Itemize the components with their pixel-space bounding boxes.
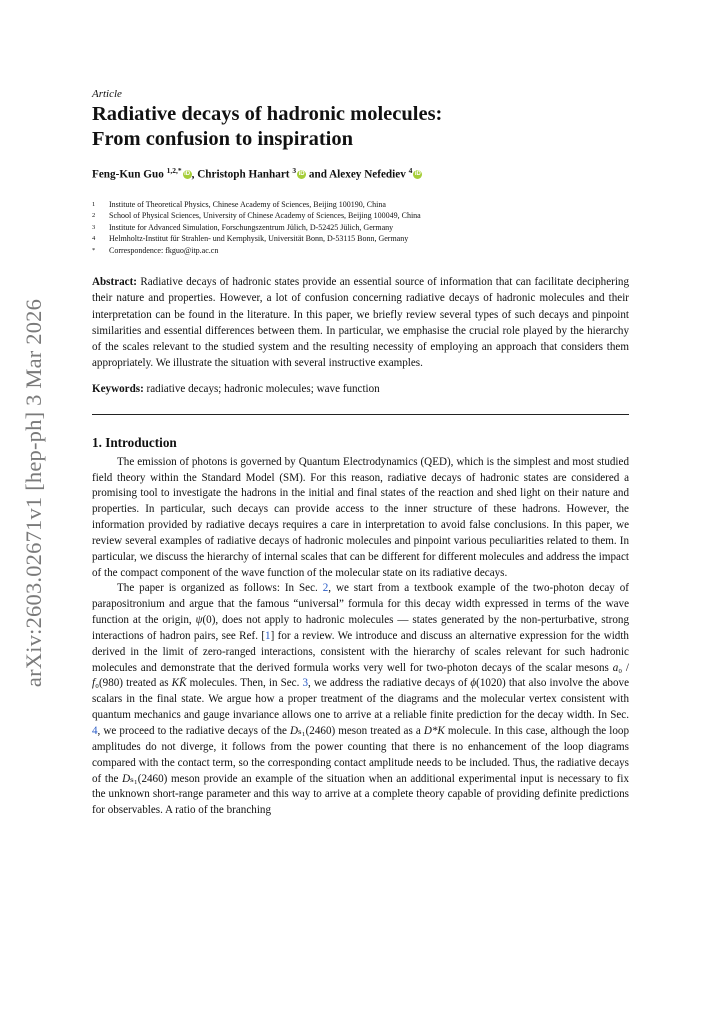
math-symbol: D	[289, 725, 298, 737]
paragraph-text: , we address the radiative decays of	[308, 677, 471, 690]
paper-page	[92, 88, 629, 819]
orcid-icon[interactable]: iD	[184, 170, 191, 177]
affiliation-marker: 2	[92, 212, 96, 220]
affiliation-text: Institute of Theoretical Physics, Chinese Academy of Sciences, Beijing 100190, China	[109, 199, 386, 209]
cross-reference-link[interactable]: 3	[302, 677, 309, 690]
cross-reference-link[interactable]: 4	[92, 725, 98, 737]
keywords-label: Keywords:	[92, 383, 144, 396]
affiliation-item	[92, 233, 629, 245]
affiliation-text: Helmholtz-Institut für Strahlen- und Kernphysik, Universität Bonn, D-53115 Bonn, Germany	[109, 234, 409, 244]
paragraph-text: The paper is organized as follows: In Sec.	[117, 582, 323, 595]
intro-paragraph-1: The emission of photons is governed by Quantum Electrodynamics (QED), which is the simplest and most studied field theory within the Standard Model (SM). For this reason, radiative decays of hadronic states are considered a promising tool to investigate the hadrons in the initial and final states of the reaction and shed light on their nature and properties. In particular, such decays can provide access to the inner structure of these hadrons. However, the information provided by radiative decays requires a care in interpretation to avoid false conclusions. In this paper, we review several examples of radiative decays of hadronic molecules and pinpoint various peculiarities related to them. In particular, we discuss the hierarchy of internal scales that can be different for different molecules and address the impact of the compact component of the wave function of the molecular state on its radiative decays.	[92, 455, 629, 579]
paragraph-text: (0), does not apply to hadronic molecules — states generated by the non-perturbative, strong interactions of hadron pairs, see Ref. [	[92, 614, 629, 642]
section-divider	[92, 414, 629, 415]
math-symbol: D*K	[423, 725, 445, 737]
affiliation-item	[92, 199, 629, 211]
math-symbol: ψ	[195, 614, 203, 627]
math-symbol: ϕ	[470, 677, 477, 690]
paragraph-text: molecule. In this case, although the loop amplitudes do not diverge, it follows from the power counting that there is no enhancement of the loop diagrams compared with the contact term, so the corresponding contact amplitude needs to be included. Thus, the radiative decays of the	[92, 725, 629, 785]
author-list	[92, 166, 629, 181]
author-name: Christoph Hanhart	[197, 168, 293, 181]
arxiv-stamp-text: arXiv:2603.02671v1 [hep-ph] 3 Mar 2026	[21, 298, 46, 688]
paragraph-text: ₀ /	[618, 661, 629, 674]
math-symbol: KK̄	[171, 677, 187, 690]
math-symbol: D	[122, 772, 131, 785]
author-separator: ,	[191, 168, 198, 181]
affiliation-text: Institute for Advanced Simulation, Forschungszentrum Jülich, D-52425 Jülich, Germany	[109, 222, 394, 232]
math-symbol: f	[92, 677, 96, 690]
affiliation-item	[92, 222, 629, 234]
abstract	[92, 274, 629, 371]
paper-title	[92, 102, 629, 152]
keywords	[92, 381, 629, 397]
affiliation-list	[92, 199, 629, 257]
math-symbol: a	[612, 661, 619, 674]
affiliation-marker: 3	[92, 223, 96, 231]
keywords-text: radiative decays; hadronic molecules; wave function	[146, 383, 380, 396]
paragraph-text: ₛ₁(2460) meson provide an example of the situation when an additional experimental input is necessary to fix the unknown short-range parameter and this way to arrive at a complete theory capable of providing definite predictions for observables. A ratio of the branching	[92, 772, 629, 817]
title-line-2: From confusion to inspiration	[92, 128, 354, 150]
affiliation-marker: *	[92, 246, 96, 254]
author-name: Feng-Kun Guo	[92, 168, 167, 181]
paragraph-text: ₀(980) treated as	[95, 677, 172, 690]
author-name: Alexey Nefediev	[329, 168, 409, 181]
affiliation-item	[92, 210, 629, 222]
author-affiliation-marker: 4	[408, 166, 413, 175]
abstract-label: Abstract:	[92, 276, 137, 289]
affiliation-marker: 1	[92, 200, 96, 208]
abstract-text: Radiative decays of hadronic states provide an essential source of information that can facilitate deciphering their nature and properties. However, a lot of confusion concerning radiative decays of hadronic molecules and their interpretation can be found in the literature. In this paper, we briefly review several types of such decays and pinpoint similarities and essential differences between them. In particular, we emphasise the crucial role played by the hierarchy of the scales relevant to the studied system and the resulting necessity of employing an approach that considers them appropriately. We illustrate the situation with several instructive examples.	[92, 276, 629, 370]
author-affiliation-marker: 1,2,*	[166, 166, 182, 175]
article-type: Article	[92, 88, 122, 100]
paragraph-text: (1020) that also involve the above scalars in the final state. We argue how a proper treatment of the diagrams and the molecular vertex consistent with quantum mechanics and gauge invariance allows one to arrive at a reliable finite prediction for the decay width. In Sec.	[92, 677, 629, 722]
author-separator: and	[306, 168, 330, 181]
intro-paragraph-2	[92, 581, 629, 819]
author-affiliation-marker: 3	[292, 166, 297, 175]
cross-reference-link[interactable]: 1	[265, 629, 271, 642]
paragraph-text: ] for a review. We introduce and discuss an alternative expression for the width derived in the limit of zero-ranged interactions, consistent with the hierarchy of scales relevant for such hadronic molecules and demonstrate that the derived formula works very well for two-photon decays of the scalar mesons	[92, 629, 629, 674]
paragraph-text: , we start from a textbook example of the two-photon decay of parapositronium and argue that the famous “universal” formula for this decay width expressed in terms of the wave function at the origin,	[92, 582, 629, 627]
affiliation-text: Correspondence: fkguo@itp.ac.cn	[109, 245, 219, 255]
section-heading-introduction: 1. Introduction	[92, 434, 177, 450]
affiliation-item	[92, 245, 629, 257]
affiliation-text: School of Physical Sciences, University of Chinese Academy of Sciences, Beijing 100049, China	[109, 211, 421, 221]
paragraph-text: ₛ₁(2460) meson treated as a	[298, 725, 424, 737]
cross-reference-link[interactable]: 2	[322, 582, 329, 595]
orcid-icon[interactable]: iD	[298, 170, 305, 177]
orcid-icon[interactable]: iD	[414, 170, 421, 177]
paragraph-text: molecules. Then, in Sec.	[186, 677, 303, 690]
arxiv-identifier-stamp	[16, 298, 52, 688]
paragraph-text: , we proceed to the radiative decays of the	[97, 725, 290, 737]
affiliation-marker: 4	[92, 235, 96, 243]
title-line-1: Radiative decays of hadronic molecules:	[92, 103, 443, 125]
